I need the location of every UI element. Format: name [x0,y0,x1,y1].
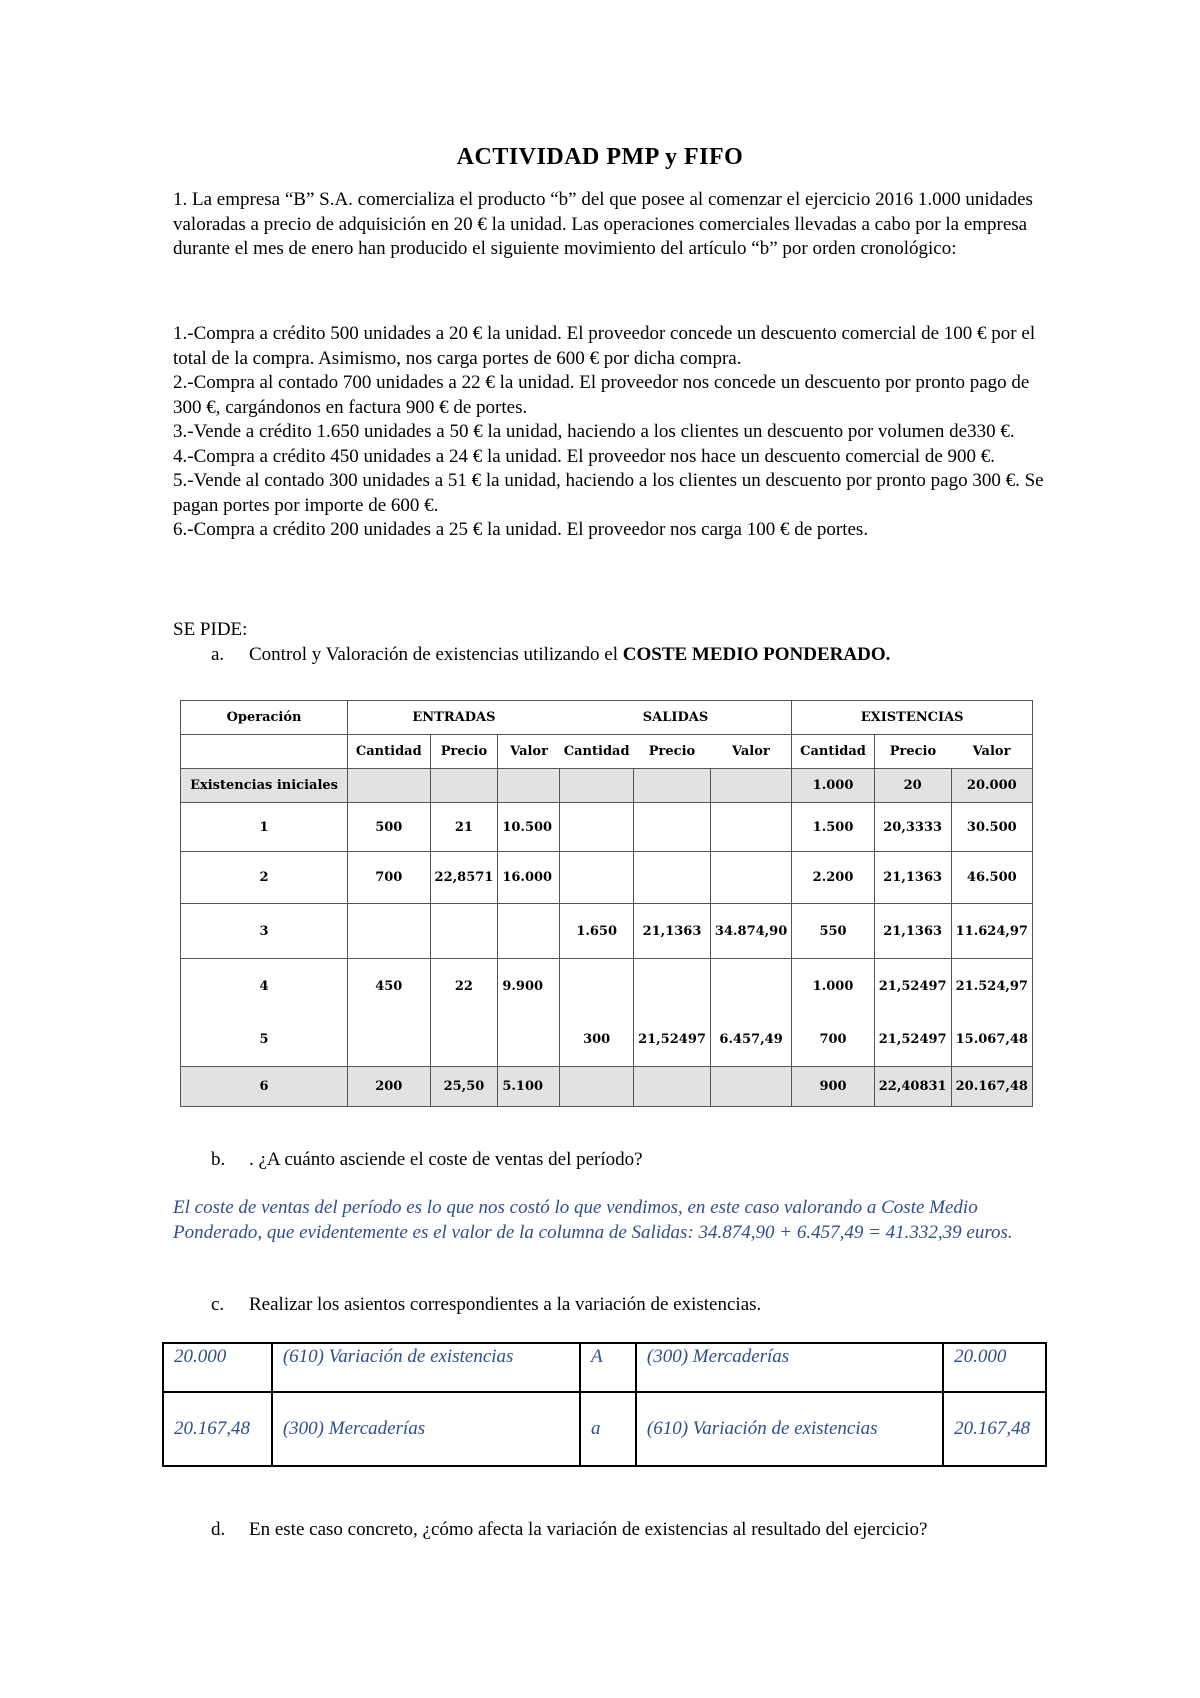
table-cell: 700 [792,1014,874,1067]
credit-account: (300) Mercaderías [636,1343,943,1392]
table-cell [348,769,430,803]
subheader-cell: Valor [710,735,791,769]
table-cell [634,852,711,904]
table-cell: 21,52497 [634,1014,711,1067]
credit-amount: 20.167,48 [943,1392,1046,1466]
row-operation: 3 [181,904,348,959]
row-operation: 6 [181,1067,348,1107]
row-operation: 2 [181,852,348,904]
table-cell: 15.067,48 [951,1014,1032,1067]
table-cell: 1.650 [560,904,634,959]
journal-entries-table [162,1342,1047,1467]
credit-amount: 20.000 [943,1343,1046,1392]
table-cell: 21,1363 [874,904,951,959]
table-cell: 300 [560,1014,634,1067]
question-c-label: c. [211,1294,225,1315]
table-cell: 34.874,90 [710,904,791,959]
entry-separator: a [580,1392,636,1466]
question-b-label: b. [211,1149,226,1170]
pmp-table [180,700,1033,1107]
table-cell: 30.500 [951,803,1032,852]
table-cell: 22 [430,959,498,1014]
row-operation: 5 [181,1014,348,1067]
table-cell [560,959,634,1014]
table-cell: 22,40831 [874,1067,951,1107]
table-cell: 5.100 [498,1067,560,1107]
table-cell: 21,1363 [874,852,951,904]
table-cell [634,959,711,1014]
subheader-cell: Cantidad [560,735,634,769]
table-cell: 21 [430,803,498,852]
intro-paragraph: 1. La empresa “B” S.A. comercializa el producto “b” del que posee al comenzar el ejercicio 2016 1.000 unidades valoradas a precio de adquisición en 20 € la unidad. Las operaciones comerciales llevadas a cabo por la empresa durante el mes de enero han producido el siguiente movimiento del artículo “b” por orden cronológico: [173,189,1033,259]
table-cell [710,803,791,852]
entry-separator: A [580,1343,636,1392]
debit-account: (300) Mercaderías [272,1392,580,1466]
header-salidas: SALIDAS [560,701,792,735]
subheader-cell: Cantidad [792,735,874,769]
subheader-cell: Cantidad [348,735,430,769]
table-cell: 2.200 [792,852,874,904]
table-cell [560,852,634,904]
table-cell: 46.500 [951,852,1032,904]
table-cell: 1.000 [792,769,874,803]
subheader-cell: Precio [430,735,498,769]
table-cell: 25,50 [430,1067,498,1107]
subheader-cell: Precio [634,735,711,769]
question-a-bold: COSTE MEDIO PONDERADO. [622,644,891,665]
subheader-cell: Valor [951,735,1032,769]
question-a-text-main: Control y Valoración de existencias utilizando el [249,644,623,665]
table-cell: 21,52497 [874,959,951,1014]
question-c-text: Realizar los asientos correspondientes a la variación de existencias. [249,1294,762,1315]
table-cell [430,904,498,959]
question-a-text [249,643,890,668]
table-cell [348,1014,430,1067]
table-cell: 10.500 [498,803,560,852]
answer-b: El coste de ventas del período es lo que nos costó lo que vendimos, en este caso valorando a Coste Medio Ponderado, que evidentemente es el valor de la columna de Salidas: 34.874,90 + 6.457,49 = 41.332,39 euros. [173,1197,1013,1243]
question-d-text: En este caso concreto, ¿cómo afecta la variación de existencias al resultado del ejercicio? [249,1519,928,1540]
page-title: ACTIVIDAD PMP y FIFO [456,144,744,170]
table-cell [498,904,560,959]
table-cell: 11.624,97 [951,904,1032,959]
question-b-text: . ¿A cuánto asciende el coste de ventas del período? [249,1149,643,1170]
header-operacion: Operación [181,701,348,735]
table-cell: 550 [792,904,874,959]
subheader-cell: Precio [874,735,951,769]
table-cell: 1.000 [792,959,874,1014]
table-cell: 16.000 [498,852,560,904]
operation-item: 2.-Compra al contado 700 unidades a 22 € la unidad. El proveedor nos concede un descuento por pronto pago de 300 €, cargándonos en factura 900 € de portes. [173,372,1030,418]
table-cell: 9.900 [498,959,560,1014]
table-cell: 20,3333 [874,803,951,852]
table-cell: 1.500 [792,803,874,852]
row-operation: Existencias iniciales [181,769,348,803]
table-cell: 21,52497 [874,1014,951,1067]
row-operation: 1 [181,803,348,852]
table-cell: 21.524,97 [951,959,1032,1014]
table-cell [710,852,791,904]
table-cell [634,1067,711,1107]
operation-item: 5.-Vende al contado 300 unidades a 51 € la unidad, haciendo a los clientes un descuento por pronto pago 300 €. Se pagan portes por importe de 600 €. [173,470,1044,516]
table-cell [560,803,634,852]
table-cell [430,769,498,803]
table-cell: 22,8571 [430,852,498,904]
table-cell [634,769,711,803]
journal-entry-row [163,1392,1046,1466]
operation-item: 6.-Compra a crédito 200 unidades a 25 € la unidad. El proveedor nos carga 100 € de portes. [173,519,869,540]
header-existencias: EXISTENCIAS [792,701,1033,735]
table-cell: 20 [874,769,951,803]
table-cell [710,1067,791,1107]
operation-item: 1.-Compra a crédito 500 unidades a 20 € la unidad. El proveedor concede un descuento comercial de 100 € por el total de la compra. Asimismo, nos carga portes de 600 € por dicha compra. [173,323,1036,369]
debit-account: (610) Variación de existencias [272,1343,580,1392]
table-cell [348,904,430,959]
question-d-label: d. [211,1519,226,1540]
subheader-cell: Valor [498,735,560,769]
table-cell [430,1014,498,1067]
operation-item: 3.-Vende a crédito 1.650 unidades a 50 € la unidad, haciendo a los clientes un descuento por volumen de330 €. [173,421,1015,442]
table-cell: 20.167,48 [951,1067,1032,1107]
debit-amount: 20.000 [163,1343,272,1392]
header-empty [181,735,348,769]
question-a-label: a. [211,644,225,665]
table-cell: 20.000 [951,769,1032,803]
table-cell: 900 [792,1067,874,1107]
table-cell: 21,1363 [634,904,711,959]
header-entradas: ENTRADAS [348,701,560,735]
row-operation: 4 [181,959,348,1014]
table-cell [710,769,791,803]
table-cell [498,769,560,803]
table-cell [634,803,711,852]
table-cell [560,1067,634,1107]
table-cell: 6.457,49 [710,1014,791,1067]
credit-account: (610) Variación de existencias [636,1392,943,1466]
table-cell [560,769,634,803]
table-cell: 200 [348,1067,430,1107]
table-cell: 700 [348,852,430,904]
operations-list [173,322,1053,543]
table-cell: 500 [348,803,430,852]
debit-amount: 20.167,48 [163,1392,272,1466]
journal-entry-row [163,1343,1046,1392]
table-cell [710,959,791,1014]
operation-item: 4.-Compra a crédito 450 unidades a 24 € la unidad. El proveedor nos hace un descuento comercial de 900 €. [173,445,996,467]
se-pide-heading: SE PIDE: [173,619,248,640]
table-cell [498,1014,560,1067]
table-cell: 450 [348,959,430,1014]
